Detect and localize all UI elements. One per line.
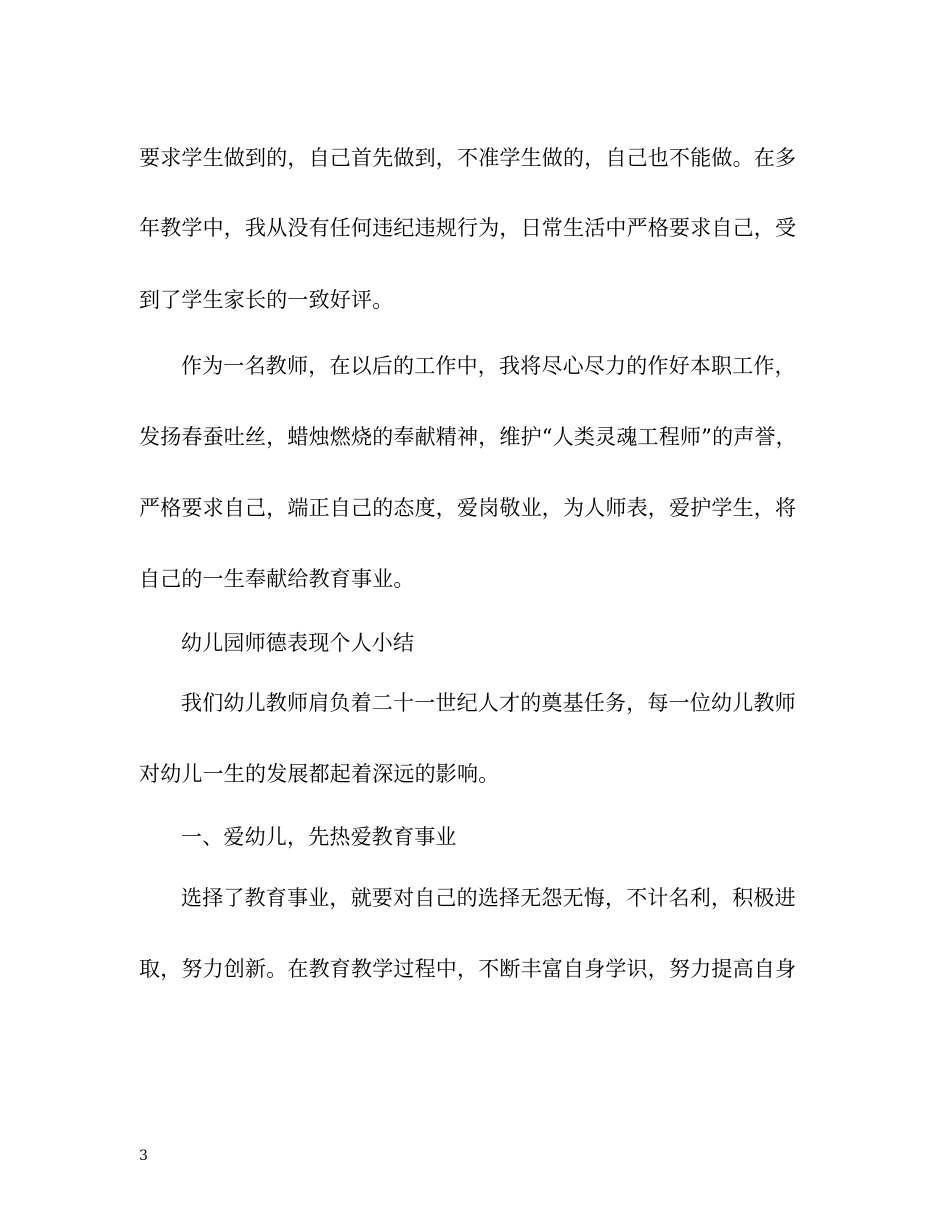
section-heading: 一、爱幼儿，先热爱教育事业 bbox=[181, 825, 457, 849]
text-line-10: 对幼儿一生的发展都起着深远的影响。 bbox=[139, 762, 500, 786]
text-line-6: 严格要求自己，端正自己的态度，爱岗敬业，为人师表，爱护学生，将 bbox=[139, 496, 797, 520]
text-line-1: 要求学生做到的，自己首先做到，不准学生做的，自己也不能做。在多 bbox=[139, 146, 797, 170]
text-line-9: 我们幼儿教师肩负着二十一世纪人才的奠基任务，每一位幼儿教师 bbox=[181, 691, 796, 715]
text-line-3: 到了学生家长的一致好评。 bbox=[139, 288, 394, 312]
text-line-7: 自己的一生奉献给教育事业。 bbox=[139, 567, 415, 591]
text-line-2: 年教学中，我从没有任何违纪违规行为，日常生活中严格要求自己，受 bbox=[139, 216, 797, 240]
page-number: 3 bbox=[139, 1148, 148, 1164]
text-line-4: 作为一名教师，在以后的工作中，我将尽心尽力的作好本职工作， bbox=[181, 354, 796, 378]
text-line-5: 发扬春蚕吐丝，蜡烛燃烧的奉献精神，维护“人类灵魂工程师”的声誉， bbox=[139, 425, 797, 449]
text-line-12: 选择了教育事业，就要对自己的选择无怨无悔，不计名利，积极进 bbox=[181, 886, 796, 910]
text-line-13: 取，努力创新。在教育教学过程中，不断丰富自身学识，努力提高自身 bbox=[139, 957, 797, 981]
section-title: 幼儿园师德表现个人小结 bbox=[181, 631, 415, 655]
